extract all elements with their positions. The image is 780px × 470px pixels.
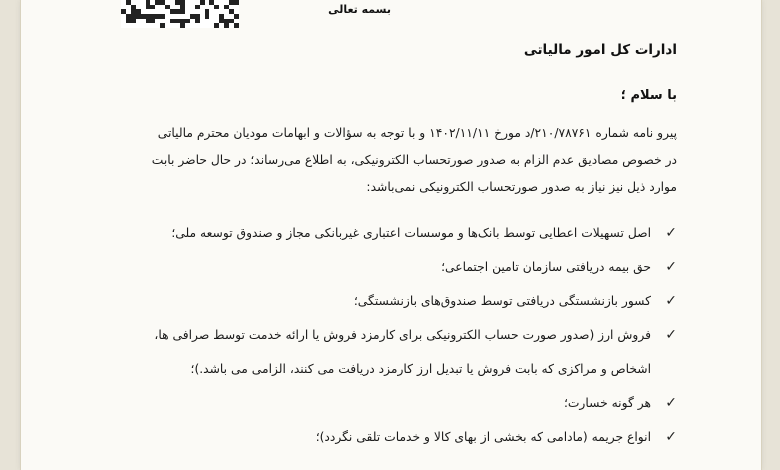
letter-header bbox=[21, 0, 761, 20]
check-icon: ✓ bbox=[665, 225, 677, 241]
intro-paragraph bbox=[67, 120, 677, 201]
intro-line: در خصوص مصادیق عدم الزام به صدور صورتحساب الکترونیکی، به اطلاع می‌رساند؛ در حال حاضر بابت bbox=[151, 153, 677, 167]
list-item bbox=[47, 391, 677, 415]
list-item-text: انواع جریمه (مادامی که بخشی از بهای کالا و خدمات تلقی نگردد)؛ bbox=[315, 430, 651, 444]
list-item bbox=[47, 221, 677, 245]
exemption-list bbox=[47, 221, 677, 449]
list-item bbox=[47, 255, 677, 279]
list-item-text: اشخاص و مراکزی که بابت فروش یا تبدیل ارز کارمزد دریافت می کنند، الزامی می باشد.)؛ bbox=[190, 362, 651, 376]
list-item bbox=[47, 289, 677, 313]
intro-line: پیرو نامه شماره ۲۱۰/۷۸۷۶۱/د مورخ ۱۴۰۲/۱۱/۱۱ و با توجه به سؤالات و ابهامات مودیان محترم مالیاتی bbox=[157, 126, 677, 140]
check-icon: ✓ bbox=[665, 259, 677, 275]
check-icon: ✓ bbox=[665, 293, 677, 309]
list-item-text: کسور بازنشستگی دریافتی توسط صندوق‌های بازنشستگی؛ bbox=[353, 294, 651, 308]
invocation-text: بسمه تعالی bbox=[328, 3, 391, 16]
list-item bbox=[47, 323, 677, 381]
check-icon: ✓ bbox=[665, 327, 677, 343]
check-icon: ✓ bbox=[665, 429, 677, 445]
letter-page bbox=[20, 0, 762, 470]
intro-line: موارد ذیل نیز نیاز به صدور صورتحساب الکترونیکی نمی‌باشد: bbox=[366, 180, 677, 194]
recipient-title: ادارات کل امور مالیاتی bbox=[523, 42, 677, 58]
list-item-text: فروش ارز (صدور صورت حساب الکترونیکی برای کارمزد فروش یا ارائه خدمت توسط صرافی ها، bbox=[154, 328, 651, 342]
list-item-text: اصل تسهیلات اعطایی توسط بانک‌ها و موسسات اعتباری غیربانکی مجاز و صندوق توسعه ملی؛ bbox=[171, 226, 651, 240]
list-item bbox=[47, 425, 677, 449]
greeting: با سلام ؛ bbox=[620, 88, 677, 103]
check-icon: ✓ bbox=[665, 395, 677, 411]
list-item-text: هر گونه خسارت؛ bbox=[563, 396, 651, 410]
list-item-text: حق بیمه دریافتی سازمان تامین اجتماعی؛ bbox=[441, 260, 651, 274]
